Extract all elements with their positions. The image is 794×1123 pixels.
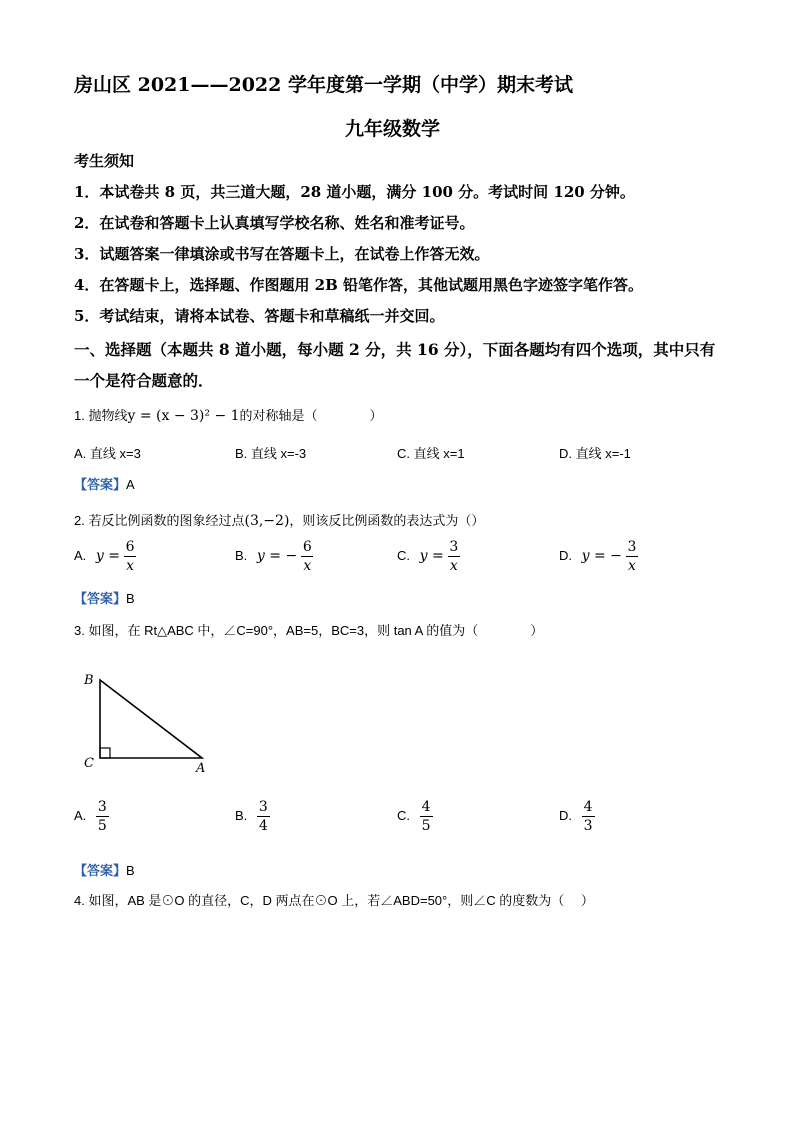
fraction: $\frac{3}{5}$: [97, 799, 107, 834]
answer-tag: 【答案】: [74, 477, 127, 492]
question-number: 3.: [74, 623, 85, 638]
right-angle-mark: [100, 748, 110, 758]
exam-subtitle: 九年级数学: [345, 118, 441, 140]
question-2: [74, 510, 484, 529]
answer-value: A: [126, 477, 135, 492]
notice-item: 4．在答题卡上，选择题、作图题用 2B 铅笔作答，其他试题用黑色字迹签字笔作答。: [74, 276, 644, 294]
fraction: $\frac{3}{x}$: [627, 539, 637, 574]
notice-heading: 考生须知: [74, 152, 135, 170]
vertex-label-a: A: [196, 761, 206, 776]
option-a: A. $\frac{3}{5}$: [74, 799, 107, 834]
equation-lhs: y = −: [581, 547, 622, 564]
option-c: C. 直线 x=1: [397, 446, 465, 461]
option-b: B. $\frac{3}{4}$: [235, 799, 268, 834]
equation-lhs: y = −: [256, 547, 298, 564]
equation-lhs: y =: [95, 547, 121, 564]
option-b: B. 直线 x=-3: [235, 446, 307, 461]
answer-2: [74, 588, 135, 607]
triangle-figure: [80, 668, 220, 778]
option-d: D. $\frac{4}{3}$: [559, 799, 593, 834]
answer-value: B: [126, 591, 135, 606]
question-text: 若反比例函数的图象经过点: [88, 513, 245, 528]
math-expression: y = (x − 3)² − 1: [127, 408, 240, 424]
question-3: [74, 620, 543, 639]
vertex-label-b: B: [84, 673, 94, 688]
answer-3: [74, 860, 135, 879]
answer-tag: 【答案】: [74, 591, 127, 606]
notice-item: 1．本试卷共 8 页，共三道大题，28 道小题，满分 100 分。考试时间 120 分钟。: [74, 183, 635, 201]
answer-tag: 【答案】: [74, 863, 127, 878]
notice-item: 3．试题答案一律填涂或书写在答题卡上，在试卷上作答无效。: [74, 245, 490, 263]
notice-item: 5．考试结束，请将本试卷、答题卡和草稿纸一并交回。: [74, 307, 445, 325]
option-d: D. y = − $\frac{3}{x}$: [559, 539, 637, 574]
equation-lhs: y =: [419, 547, 444, 564]
option-a: A. y = $\frac{6}{x}$: [74, 539, 135, 574]
fraction: $\frac{6}{x}$: [125, 539, 135, 574]
fraction: $\frac{3}{4}$: [258, 799, 268, 834]
option-d: D. 直线 x=-1: [559, 446, 631, 461]
question-number: 4.: [74, 893, 85, 908]
fraction: $\frac{4}{5}$: [421, 799, 431, 834]
fraction: $\frac{6}{x}$: [302, 539, 312, 574]
question-text: 的对称轴是（ ）: [239, 408, 383, 423]
answer-1: [74, 474, 135, 493]
section-heading: 一、选择题（本题共 8 道小题，每小题 2 分，共 16 分），下面各题均有四个选项，其中只有: [74, 340, 716, 359]
question-text: 抛物线: [88, 408, 128, 423]
option-c: C. $\frac{4}{5}$: [397, 799, 431, 834]
fraction: $\frac{4}{3}$: [583, 799, 593, 834]
exam-title: 房山区 2021——2022 学年度第一学期（中学）期末考试: [74, 74, 573, 96]
option-c: C. y = $\frac{3}{x}$: [397, 539, 459, 574]
question-text: 如图，在 Rt△ABC 中，∠C=90°，AB=5，BC=3，则 tan A 的值为（ ）: [88, 623, 544, 638]
question-number: 2.: [74, 513, 85, 528]
math-point: (3,−2): [244, 513, 290, 529]
question-4: [74, 890, 594, 909]
notice-item: 2．在试卷和答题卡上认真填写学校名称、姓名和准考证号。: [74, 214, 475, 232]
option-a: A. 直线 x=3: [74, 446, 141, 461]
answer-value: B: [126, 863, 135, 878]
question-text: ，则该反比例函数的表达式为（）: [289, 513, 485, 528]
question-number: 1.: [74, 408, 85, 423]
option-b: B. y = − $\frac{6}{x}$: [235, 539, 312, 574]
question-text: 如图，AB 是⊙O 的直径，C，D 两点在⊙O 上，若∠ABD=50°，则∠C 的度数为（ ）: [88, 893, 594, 908]
question-1: [74, 405, 383, 424]
fraction: $\frac{3}{x}$: [449, 539, 459, 574]
vertex-label-c: C: [84, 756, 94, 771]
section-heading-cont: 一个是符合题意的．: [74, 371, 214, 390]
triangle-abc: [100, 680, 202, 758]
